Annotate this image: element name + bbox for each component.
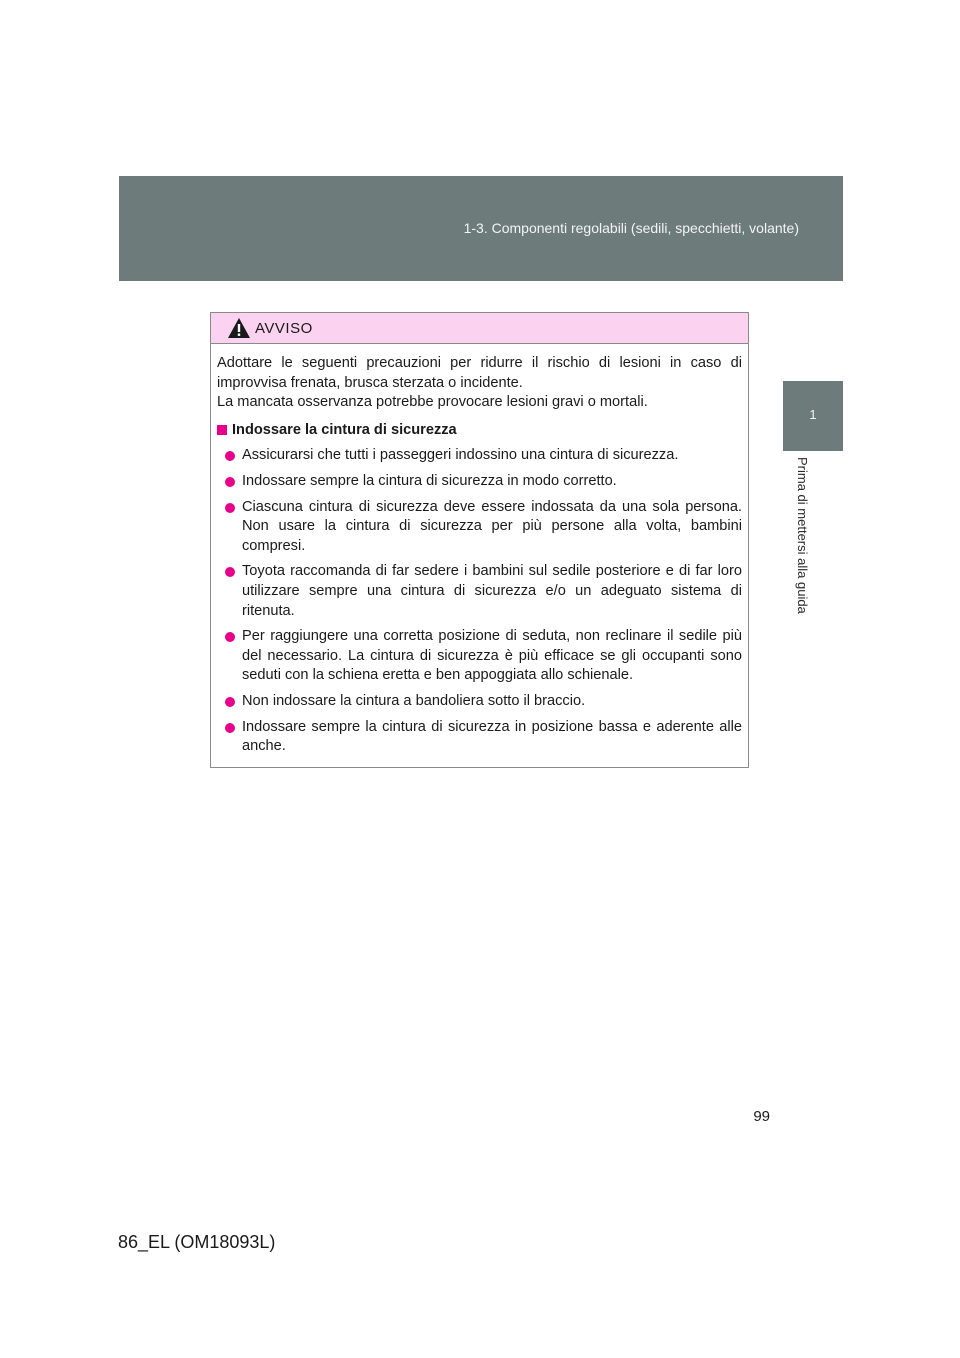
chapter-number: 1 [809,407,817,422]
list-item-text: Indossare sempre la cintura di sicurezza in modo corretto. [242,472,617,489]
list-item [225,692,742,712]
chapter-title: Prima di mettersi alla guida [795,457,810,614]
bullet-icon [225,503,235,513]
warning-box [210,312,749,768]
bullet-icon [225,477,235,487]
list-item [225,562,742,621]
list-item-text: Indossare sempre la cintura di sicurezza in posizione bassa e aderente alle anche. [242,718,742,755]
warning-body [211,344,748,757]
list-item [225,498,742,557]
warning-consequence: La mancata osservanza potrebbe provocare lesioni gravi o mortali. [217,394,648,411]
bullet-icon [225,723,235,733]
list-item [225,472,742,492]
page-number: 99 [753,1108,770,1125]
list-item-text: Per raggiungere una corretta posizione di seduta, non reclinare il sedile più del necessario. La cintura di sicurezza è più efficace se gli occupanti sono seduti con la schiena eretta e ben appoggiata allo schienale. [242,628,742,684]
list-item [225,627,742,686]
chapter-tab [783,381,843,451]
list-item [225,446,742,466]
bullet-icon [225,567,235,577]
document-code: 86_EL (OM18093L) [118,1232,276,1252]
warning-intro: Adottare le seguenti precauzioni per ridurre il rischio di lesioni in caso di improvvisa frenata, brusca sterzata o incidente. [217,355,742,391]
square-bullet-icon [217,425,227,435]
list-item [225,718,742,757]
section-heading [217,421,742,441]
warning-header [211,313,748,344]
section-heading-text: Indossare la cintura di sicurezza [232,421,457,438]
section-header-band [119,176,843,281]
list-item-text: Assicurarsi che tutti i passeggeri indossino una cintura di sicurezza. [242,447,679,464]
warning-title: AVVISO [255,319,313,337]
list-item-text: Toyota raccomanda di far sedere i bambini sul sedile posteriore e di far loro utilizzare sempre una cintura di sicurezza e/o un adeguato sistema di ritenuta. [242,563,742,619]
bullet-icon [225,451,235,461]
list-item-text: Ciascuna cintura di sicurezza deve essere indossata da una sola persona. Non usare la cintura di sicurezza per più persone alla volta, bambini compresi. [242,498,742,554]
bullet-icon [225,697,235,707]
section-title: 1-3. Componenti regolabili (sedili, specchietti, volante) [463,220,799,236]
bullet-icon [225,632,235,642]
list-item-text: Non indossare la cintura a bandoliera sotto il braccio. [242,692,586,709]
warning-triangle-icon [227,317,251,339]
